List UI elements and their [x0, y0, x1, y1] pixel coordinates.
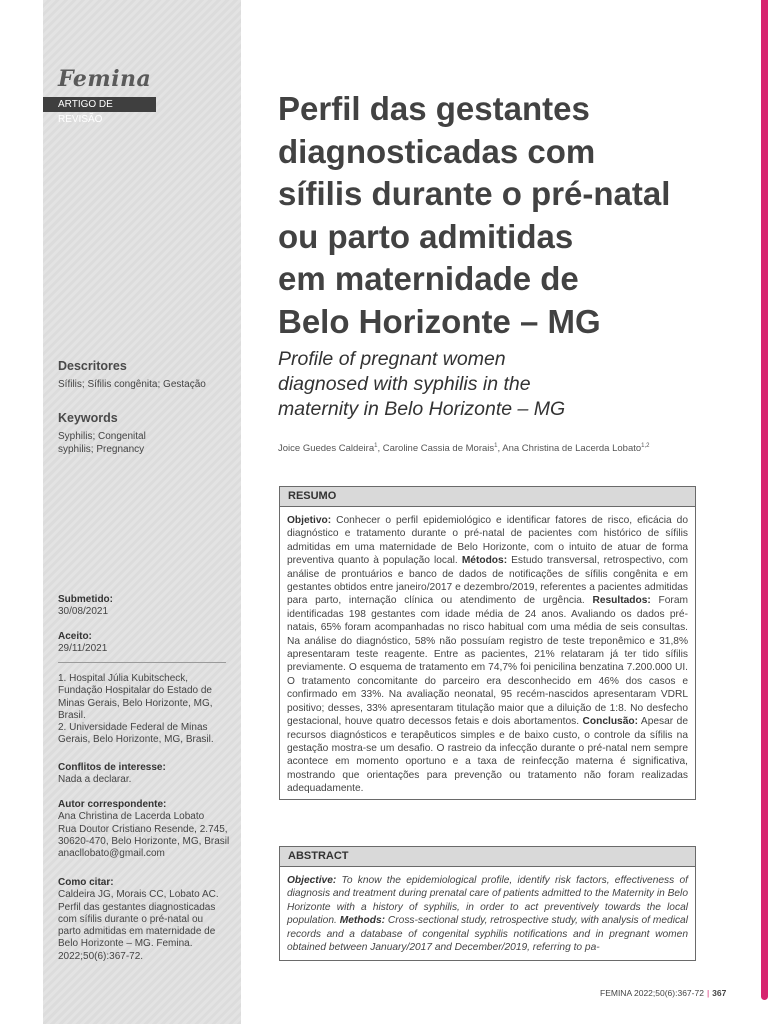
objetivo-label: Objetivo: — [287, 515, 332, 526]
accent-bar — [761, 0, 768, 1000]
accepted-block — [58, 631, 233, 656]
affiliations-block — [58, 673, 223, 747]
title-line: ou parto admitidas — [278, 217, 574, 255]
page-number: 367 — [712, 988, 727, 998]
objetivo-text: Conhecer o perfil epidemiológico e identificar fatores de risco, eficácia do diagnóstico e tratamento durante o pré-natal de pacientes com histórico de sífilis admitidas em uma maternidade de Belo Horizonte, com o intuito de atuar de forma preventiva quanto à população local. — [287, 515, 688, 567]
journal-logo: Femina — [58, 66, 152, 92]
corresponding-author-email[interactable]: anacllobato@gmail.com — [58, 848, 165, 860]
page-footer — [600, 988, 726, 998]
resumo-box — [279, 486, 696, 800]
author-name: Ana Christina de Lacerda Lobato — [502, 443, 642, 455]
corresponding-author-block — [58, 799, 230, 860]
article-subtitle — [278, 347, 698, 422]
keywords-text: Syphilis; Congenital syphilis; Pregnancy — [58, 431, 146, 455]
author-affiliation: 1 — [374, 443, 378, 449]
sidebar-divider — [58, 662, 226, 663]
author-affiliation: 1,2 — [641, 443, 650, 449]
conflicts-text: Nada a declarar. — [58, 774, 132, 786]
resultados-text: Foram identificadas 198 gestantes com idade média de 24 anos. Avaliando os dados pré-natais, 65% foram acompanhadas no risco habitual com uma média de seis consultas. Na análise do diagnóstico, 58% não possuíam registro de teste treponêmico e 31,8% apresentaram teste reagente. Entre as pacientes, 21% relataram já ter tido sífilis previamente. O esquema de tratamento em 74,7% foi penicilina benzatina 7.200.000 UI. O tratamento concomitante do parceiro era desconhecido em 46% dos casos e confirmado em 33%. Na avaliação neonatal, 95 recém-nascidos apresentaram VDRL positivo; desses, 33% apresentaram titulação maior que a diluição de 1:8. No desfecho gestacional, houve quatro decessos fetais e dois abortamentos. — [287, 595, 688, 728]
affiliation-1: 1. Hospital Júlia Kubitscheck, Fundação Hospitalar do Estado de Minas Gerais, Belo Horizonte, MG, Brasil. — [58, 673, 213, 721]
section-label: ARTIGO DE REVISÃO — [43, 97, 156, 112]
resumo-heading: RESUMO — [280, 487, 695, 507]
title-line: em maternidade de — [278, 260, 579, 297]
affiliation-2: 2. Universidade Federal de Minas Gerais, Belo Horizonte, MG, Brasil. — [58, 722, 214, 746]
footer-separator: | — [706, 988, 710, 998]
conflicts-label: Conflitos de interesse: — [58, 762, 166, 773]
corresponding-author-label: Autor correspondente: — [58, 799, 167, 810]
submitted-label: Submetido: — [58, 594, 113, 605]
descritores-block — [58, 360, 233, 392]
keywords-block — [58, 412, 168, 456]
abstract-heading: ABSTRACT — [280, 847, 695, 867]
corresponding-author-name: Ana Christina de Lacerda Lobato — [58, 811, 205, 823]
accepted-label: Aceito: — [58, 631, 92, 642]
conflicts-block — [58, 762, 233, 787]
how-to-cite-block — [58, 877, 223, 963]
title-line: Perfil das gestantes — [278, 90, 590, 127]
methods-label: Methods: — [339, 915, 386, 927]
keywords-heading: Keywords — [58, 411, 118, 425]
article-title — [278, 88, 728, 343]
subtitle-line: Profile of pregnant women — [278, 348, 506, 370]
accepted-date: 29/11/2021 — [58, 643, 108, 655]
subtitle-line: maternity in Belo Horizonte – MG — [278, 398, 566, 420]
resumo-body — [280, 507, 695, 799]
corresponding-author-address: Rua Doutor Cristiano Resende, 2.745, 30620-470, Belo Horizonte, MG, Brasil — [58, 823, 230, 847]
title-line: diagnosticadas com — [278, 132, 596, 170]
conclusao-text: Apesar de recursos diagnósticos e terapêuticos simples e de baixo custo, o controle da sífilis na gestação mostra-se um desafio. O rastreio da infecção durante o pré-natal nem sempre acontece em momento oportuno e a taxa de reinfecção materna é significativa, mostrando que orientações para prevenção ou tratamento não foram realizadas adequadamente. — [287, 716, 688, 795]
how-to-cite-text: Caldeira JG, Morais CC, Lobato AC. Perfil das gestantes diagnosticadas com sífilis durante o pré-natal ou parto admitidas em maternidade de Belo Horizonte – MG. Femina. 2022;50(6):367-72. — [58, 889, 219, 962]
submitted-block — [58, 594, 233, 619]
author-name: Joice Guedes Caldeira — [278, 443, 375, 455]
descritores-heading: Descritores — [58, 359, 127, 373]
title-line: sífilis durante o pré-natal — [278, 175, 671, 212]
resultados-label: Resultados: — [592, 595, 651, 607]
objective-text: To know the epidemiological profile, identify risk factors, effectiveness of diagnosis and treatment during prenatal care of patients admitted to the Maternity in Belo Horizonte with a history of syphilis, in order to act preventively towards the local population. — [287, 875, 688, 927]
author-list: Joice Guedes Caldeira$^1$, Caroline Cassia de Morais$^1$, Ana Christina de Lacerda Lobato$^{1,2}$ — [278, 443, 650, 455]
conclusao-label: Conclusão: — [582, 716, 639, 728]
sidebar-panel — [43, 0, 241, 1024]
abstract-body — [280, 867, 695, 960]
metodos-text: Estudo transversal, retrospectivo, com análise de prontuários e banco de dados de notificações de sífilis congênita e em gestantes obtidos entre janeiro/2017 e dezembro/2019, referentes a pacientes admitidas para parto, internação clínica ou atendimento de urgência. — [287, 555, 689, 607]
subtitle-line: diagnosed with syphilis in the — [278, 373, 531, 395]
footer-citation: FEMINA 2022;50(6):367-72 — [600, 988, 704, 998]
how-to-cite-label: Como citar: — [58, 877, 114, 888]
author-name: Caroline Cassia de Morais — [382, 443, 495, 455]
title-line: Belo Horizonte – MG — [278, 302, 601, 340]
author-affiliation: 1 — [494, 443, 498, 449]
descritores-text: Sífilis; Sífilis congênita; Gestação — [58, 379, 206, 391]
submitted-date: 30/08/2021 — [58, 606, 109, 618]
methods-text: Cross-sectional study, retrospective study, with analysis of medical records and a database of congenital syphilis notifications and in pregnant women obtained between January/2017 and December/2019, referring to pa- — [287, 915, 688, 954]
objective-label: Objective: — [287, 875, 337, 886]
metodos-label: Métodos: — [461, 555, 508, 567]
abstract-box — [279, 846, 696, 961]
